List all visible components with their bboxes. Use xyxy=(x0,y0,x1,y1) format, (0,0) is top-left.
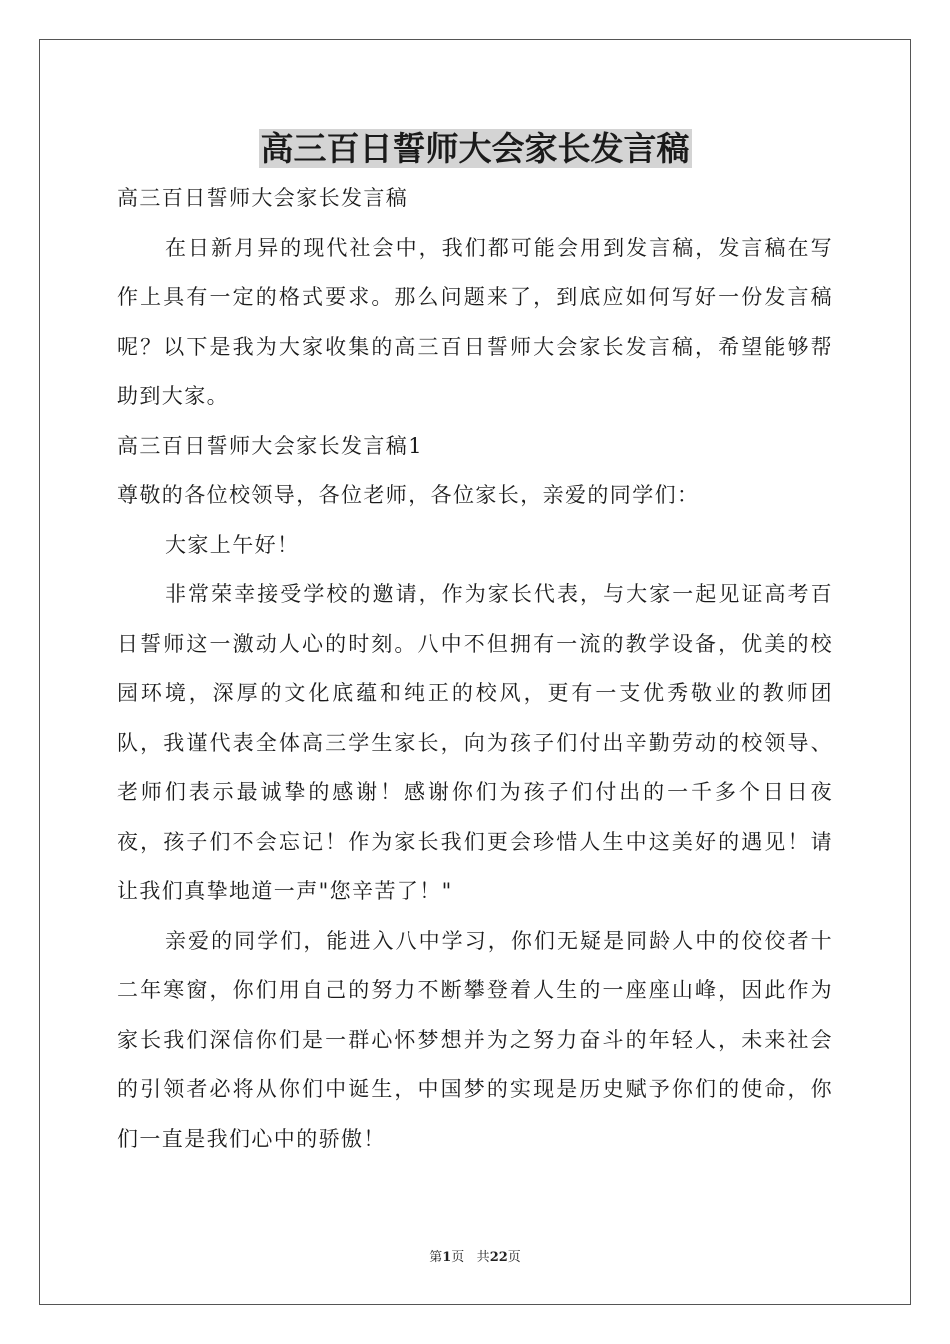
document-title-text: 高三百日誓师大会家长发言稿 xyxy=(260,129,690,168)
page-prefix: 第 xyxy=(429,1250,443,1265)
page-suffix: 页 xyxy=(451,1250,465,1265)
document-title xyxy=(0,126,950,172)
paragraph: 高三百日誓师大会家长发言稿 xyxy=(117,186,409,210)
paragraph: 亲爱的同学们，能进入八中学习，你们无疑是同龄人中的佼佼者十二年寒窗，你们用自己的努力不断攀登着人生的一座座山峰，因此作为家长我们深信你们是一群心怀梦想并为之努力奋斗的年轻人，未来社会的引领者必将从你们中诞生，中国梦的实现是历史赋予你们的使命，你们一直是我们心中的骄傲！ xyxy=(117,928,833,1151)
page-total: 22 xyxy=(489,1250,508,1265)
page-current: 1 xyxy=(442,1250,452,1265)
paragraph: 尊敬的各位校领导，各位老师，各位家长，亲爱的同学们： xyxy=(117,483,700,507)
paragraph: 在日新月异的现代社会中，我们都可能会用到发言稿，发言稿在写作上具有一定的格式要求。那么问题来了，到底应如何写好一份发言稿呢？以下是我为大家收集的高三百日誓师大会家长发言稿，希望能够帮助到大家。 xyxy=(117,235,833,408)
document-body xyxy=(117,174,833,1164)
paragraph: 大家上午好！ xyxy=(165,532,300,557)
page-footer xyxy=(0,1249,950,1267)
total-suffix: 页 xyxy=(507,1250,521,1265)
total-prefix: 共 xyxy=(476,1250,490,1265)
paragraph: 非常荣幸接受学校的邀请，作为家长代表，与大家一起见证高考百日誓师这一激动人心的时刻。八中不但拥有一流的教学设备，优美的校园环境，深厚的文化底蕴和纯正的校风，更有一支优秀敬业的教师团队，我谨代表全体高三学生家长，向为孩子们付出辛勤劳动的校领导、老师们表示最诚挚的感谢！感谢你们为孩子们付出的一千多个日日夜夜，孩子们不会忘记！作为家长我们更会珍惜人生中这美好的遇见！请让我们真挚地道一声"您辛苦了！" xyxy=(117,582,833,903)
paragraph: 高三百日誓师大会家长发言稿1 xyxy=(117,433,423,458)
